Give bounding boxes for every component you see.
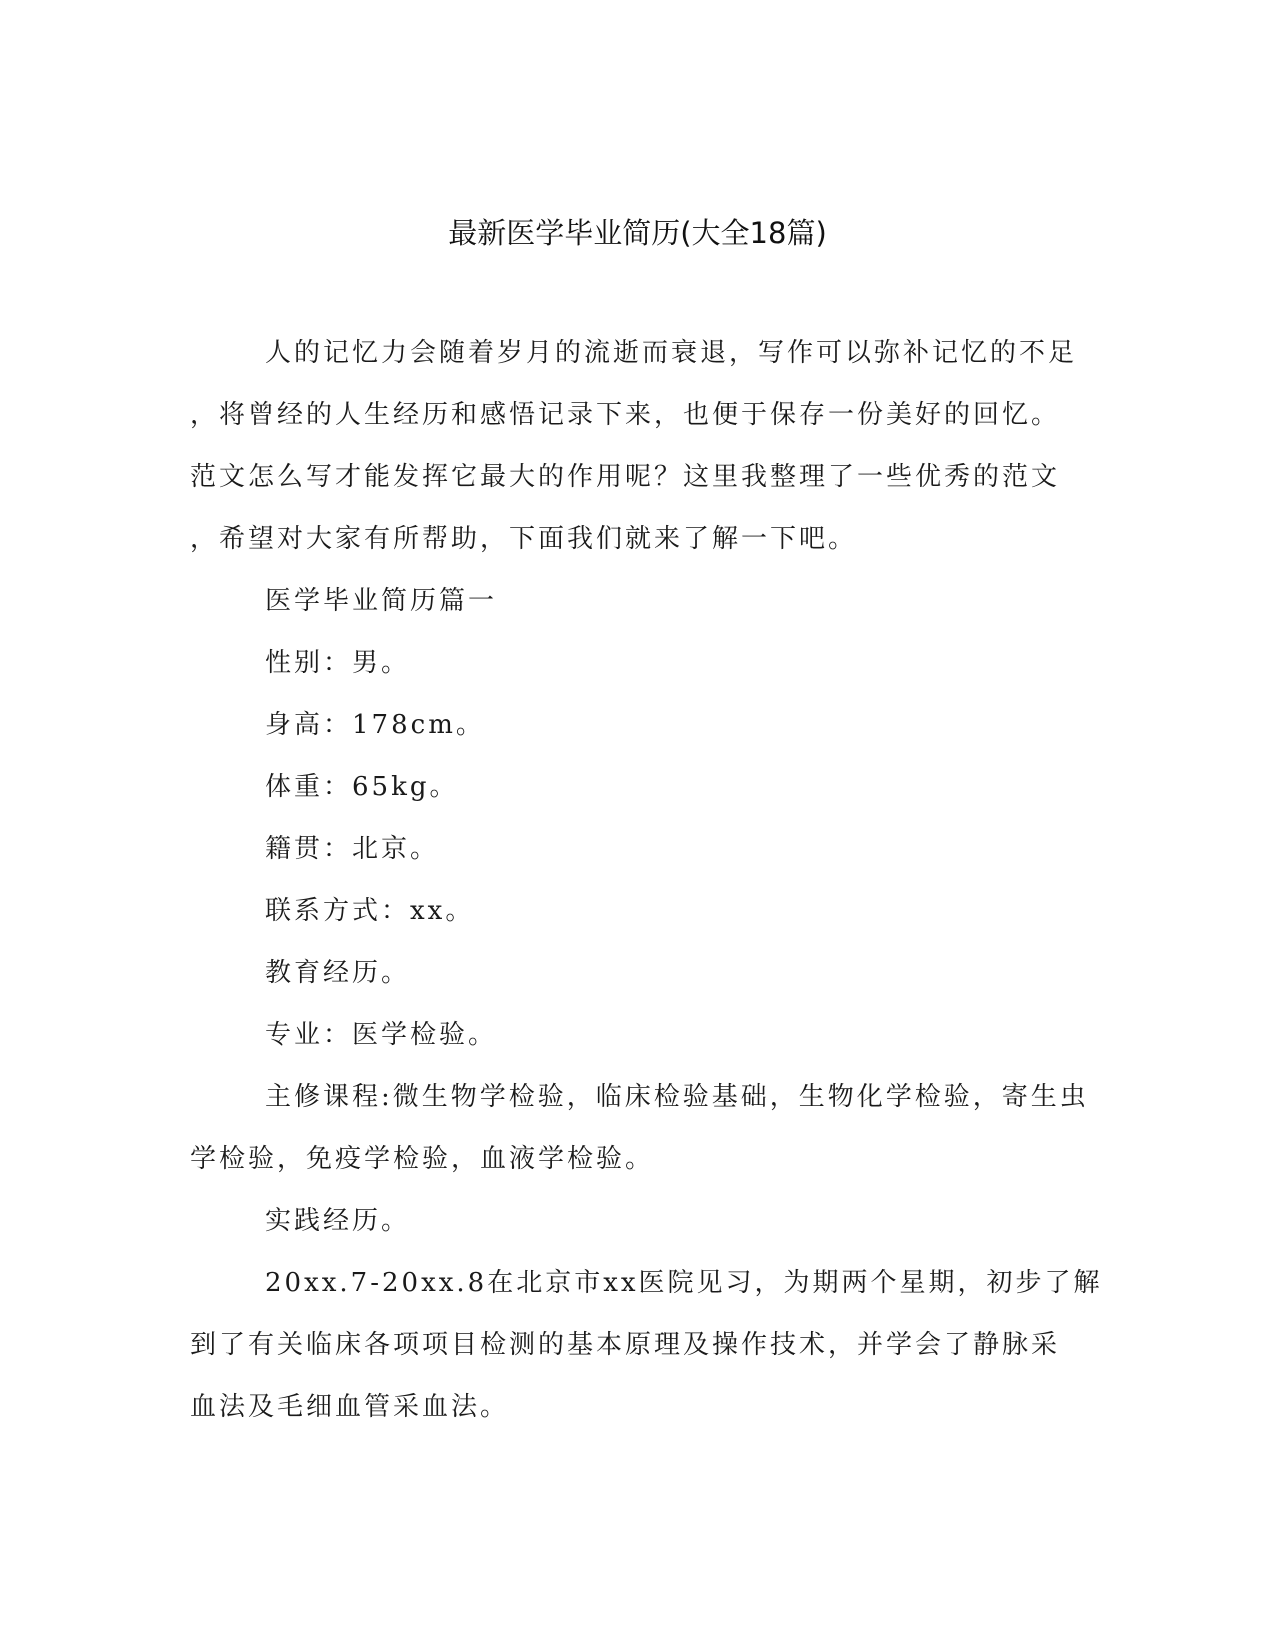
courses-line: 学检验，免疫学检验，血液学检验。 <box>190 1144 655 1174</box>
contact-field: 联系方式：xx。 <box>265 896 475 926</box>
intro-line: ，将曾经的人生经历和感悟记录下来，也便于保存一份美好的回忆。 <box>190 400 1061 430</box>
practice-line: 到了有关临床各项项目检测的基本原理及操作技术，并学会了静脉采 <box>190 1330 1061 1360</box>
section-heading: 医学毕业简历篇一 <box>265 586 498 616</box>
gender-field: 性别：男。 <box>265 648 411 678</box>
hometown-field: 籍贯：北京。 <box>265 834 440 864</box>
weight-field: 体重：65kg。 <box>265 772 459 802</box>
practice-heading: 实践经历。 <box>265 1206 411 1236</box>
intro-line: ，希望对大家有所帮助，下面我们就来了解一下吧。 <box>190 524 858 554</box>
document-title: 最新医学毕业简历(大全18篇) <box>448 216 827 250</box>
intro-line: 人的记忆力会随着岁月的流逝而衰退，写作可以弥补记忆的不足 <box>265 338 1078 368</box>
major-field: 专业：医学检验。 <box>265 1020 498 1050</box>
practice-line: 20xx.7-20xx.8在北京市xx医院见习，为期两个星期，初步了解 <box>265 1268 1103 1298</box>
education-heading: 教育经历。 <box>265 958 411 988</box>
height-field: 身高：178cm。 <box>265 710 485 740</box>
practice-line: 血法及毛细血管采血法。 <box>190 1392 510 1422</box>
document-body <box>190 333 1103 1449</box>
intro-line: 范文怎么写才能发挥它最大的作用呢？这里我整理了一些优秀的范文 <box>190 462 1061 492</box>
courses-line: 主修课程:微生物学检验，临床检验基础，生物化学检验，寄生虫 <box>265 1082 1089 1112</box>
